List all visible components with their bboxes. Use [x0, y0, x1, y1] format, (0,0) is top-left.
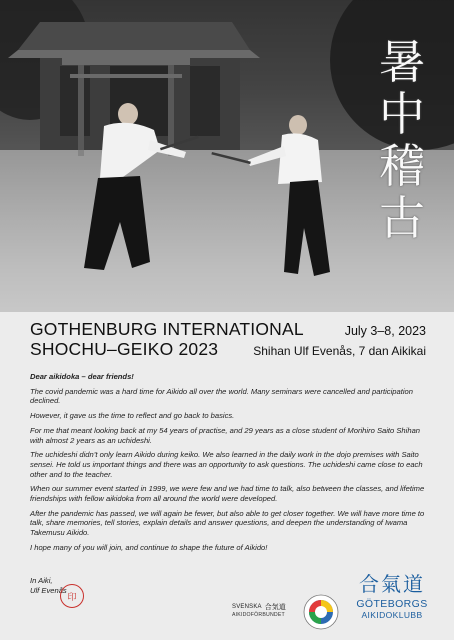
- letter-salutation: Dear aikidoka – dear friends!: [30, 372, 134, 381]
- header-photo: [0, 0, 454, 312]
- closing-phrase: In Aiki,: [30, 576, 53, 585]
- letter-paragraph: For me that meant looking back at my 54 years of practise, and 29 years as a close student of Morihiro Saito Shihan with almost 2 years as an uchideshi.: [30, 425, 421, 445]
- shochu-geiko-calligraphy: [372, 36, 432, 244]
- ska-kanji: 合気道: [264, 603, 286, 611]
- calligraphy-char: 古: [379, 191, 425, 245]
- letter-paragraph: The covid pandemic was a hard time for Aikido all over the world. Many seminars were cancelled and participation declined.: [30, 386, 413, 406]
- closing-signature: Ulf Evenås: [30, 586, 67, 595]
- welcome-letter: [30, 372, 428, 558]
- goteborgs-aikidoklubb-logo: [352, 572, 432, 620]
- calligraphy-char: 暑: [379, 35, 425, 89]
- letter-paragraph: The uchideshi didn’t only learn Aikido during keiko. We also learned in the daily work in the dojo premises with Saito sensei. He told us important things and there was an opportunity to ask questions. The uchideshi came close to each other and to the teacher.: [30, 450, 423, 479]
- gak-name-line1: GÖTEBORGS: [356, 598, 428, 610]
- gak-kanji: 合氣道: [359, 572, 425, 596]
- letter-paragraph: However, it gave us the time to reflect and go back to basics.: [30, 411, 235, 421]
- title-line-1: GOTHENBURG INTERNATIONAL: [30, 319, 304, 339]
- calligraphy-char: 中: [379, 87, 425, 141]
- letter-paragraph: When our summer event started in 1999, we were few and we had time to talk, also between the classes, and lifetime friendships with fellow aikidoka from all around the world were developed.: [30, 484, 425, 504]
- event-instructor: Shihan Ulf Evenås, 7 dan Aikikai: [253, 344, 426, 358]
- hanko-seal-icon: 印: [60, 584, 84, 608]
- gak-name-line2: AIKIDOKLUBB: [361, 610, 423, 620]
- ska-subtitle: AIKIDOFÖRBUNDET: [232, 612, 285, 618]
- iaf-emblem-icon: [303, 594, 339, 630]
- letter-paragraph: I hope many of you will join, and continue to shape the future of Aikido!: [30, 542, 268, 552]
- ska-name: SVENSKA: [232, 604, 262, 610]
- svenska-aikidoforbundet-logo: [232, 602, 286, 618]
- event-dates: July 3–8, 2023: [344, 324, 426, 338]
- event-info: [253, 323, 426, 360]
- calligraphy-char: 稽: [379, 139, 425, 193]
- title-line-2: SHOCHU–GEIKO 2023: [30, 339, 219, 359]
- letter-paragraph: After the pandemic has passed, we will again be fewer, but also able to get closer together. We will have more time to talk, share memories, tell stories, explain details and answer questions, and deepen the understanding of Iwama Takemusu Aikido.: [30, 508, 425, 538]
